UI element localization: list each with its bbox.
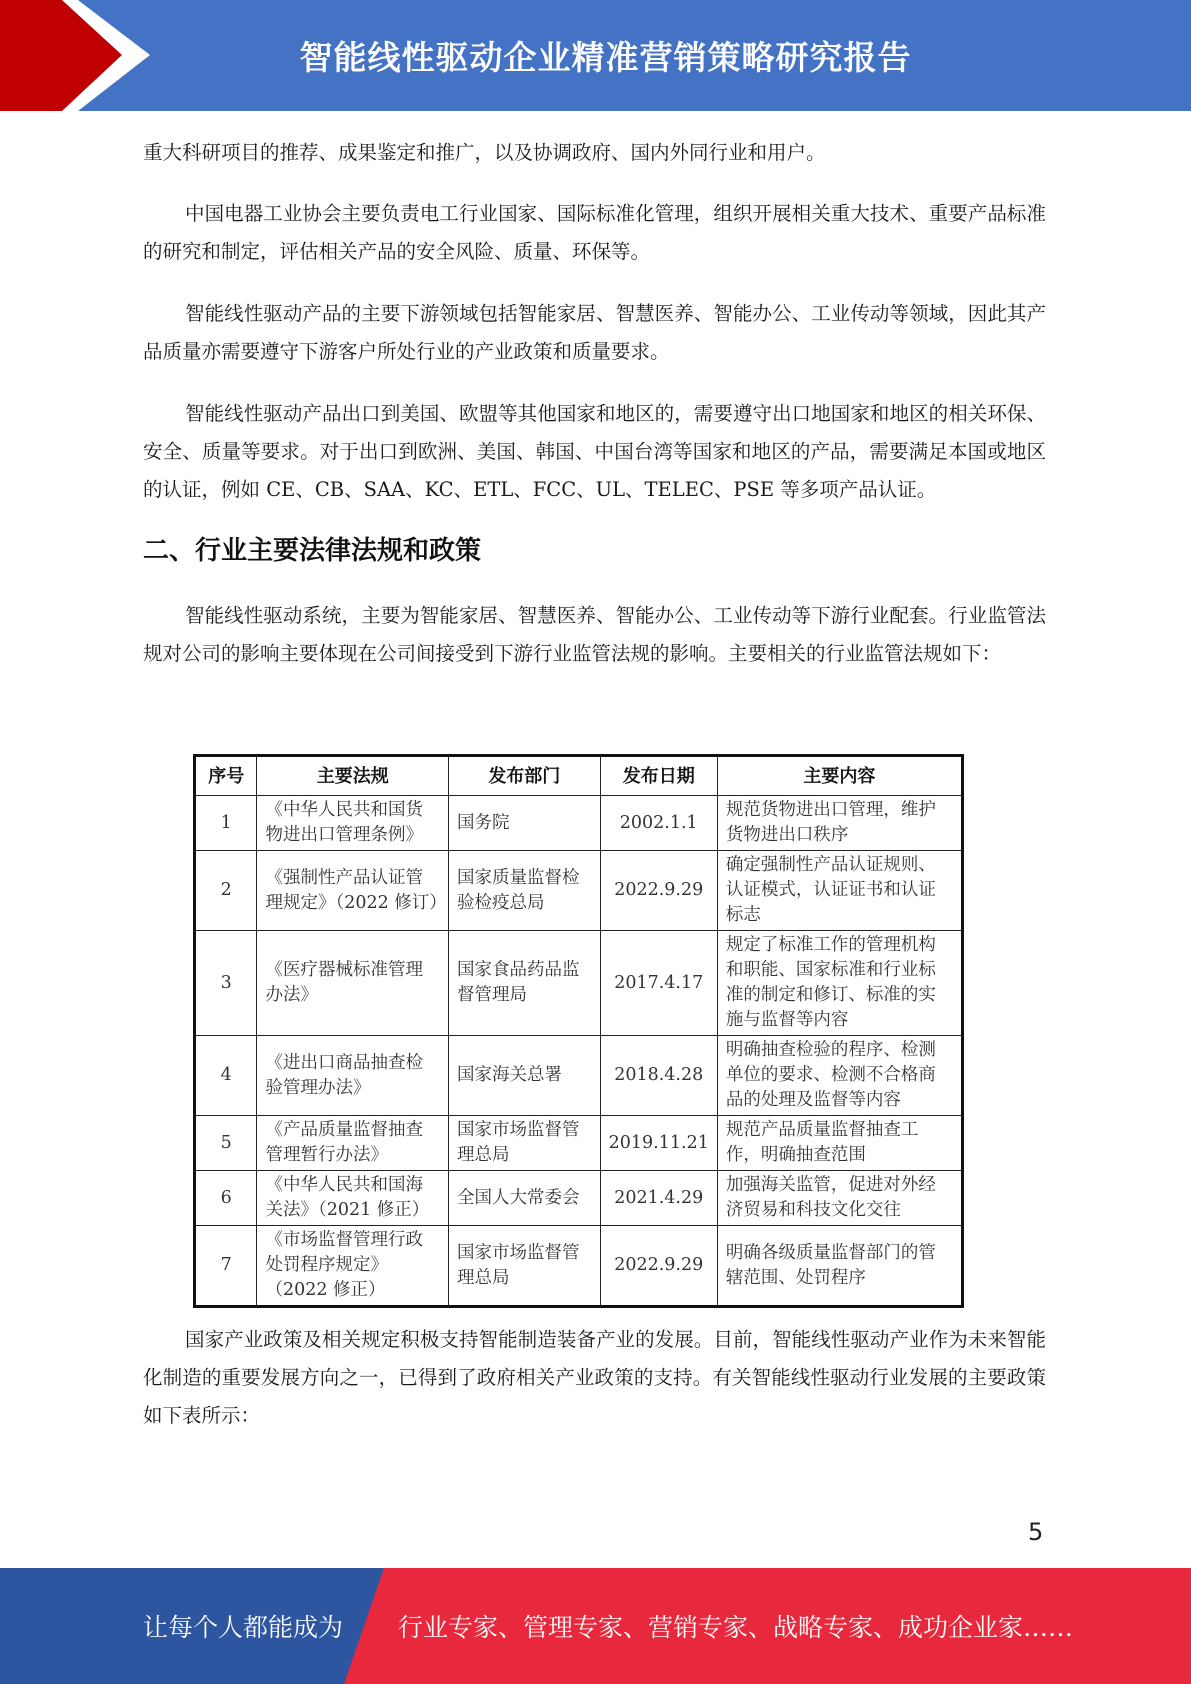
cell-index: 2	[195, 851, 257, 931]
section-heading: 二、行业主要法律法规和政策	[143, 536, 482, 566]
cell-regulation: 《强制性产品认证管理规定》（2022 修订）	[257, 851, 449, 931]
cell-regulation: 《中华人民共和国海关法》（2021 修正）	[257, 1171, 449, 1226]
cell-index: 6	[195, 1171, 257, 1226]
paragraph-1: 重大科研项目的推荐、成果鉴定和推广，以及协调政府、国内外同行业和用户。	[143, 141, 826, 164]
cell-content: 规定了标准工作的管理机构和职能、国家标准和行业标准的制定和修订、标准的实施与监督等内容	[717, 931, 962, 1036]
table-row	[195, 1116, 963, 1171]
table-row	[195, 1171, 963, 1226]
paragraph-3: 智能线性驱动产品的主要下游领域包括智能家居、智慧医养、智能办公、工业传动等领域，因此其产品质量亦需要遵守下游客户所处行业的产业政策和质量要求。	[143, 302, 1046, 363]
cell-department: 国家海关总署	[449, 1036, 601, 1116]
table-row	[195, 931, 963, 1036]
header-cell: 序号	[195, 756, 257, 796]
cell-content: 确定强制性产品认证规则、认证模式，认证证书和认证标志	[717, 851, 962, 931]
table-row	[195, 851, 963, 931]
footer-slogan-right: 行业专家、管理专家、营销专家、战略专家、成功企业家……	[398, 1613, 1074, 1642]
cell-date: 2002.1.1	[600, 796, 717, 851]
header-title: 智能线性驱动企业精准营销策略研究报告	[299, 38, 912, 77]
cell-date: 2022.9.29	[600, 1226, 717, 1307]
table-row	[195, 796, 963, 851]
cell-content: 加强海关监管，促进对外经济贸易和科技文化交往	[717, 1171, 962, 1226]
cell-department: 国务院	[449, 796, 601, 851]
cell-index: 7	[195, 1226, 257, 1307]
cell-index: 5	[195, 1116, 257, 1171]
paragraph-6: 国家产业政策及相关规定积极支持智能制造装备产业的发展。目前，智能线性驱动产业作为未来智能化制造的重要发展方向之一，已得到了政府相关产业政策的支持。有关智能线性驱动行业发展的主要政策如下表所示：	[143, 1328, 1046, 1427]
table-row	[195, 1036, 963, 1116]
cell-content: 规范产品质量监督抽查工作，明确抽查范围	[717, 1116, 962, 1171]
cell-content: 规范货物进出口管理，维护货物进出口秩序	[717, 796, 962, 851]
page-header	[0, 0, 1191, 111]
cell-regulation: 《医疗器械标准管理办法》	[257, 931, 449, 1036]
paragraph-2: 中国电器工业协会主要负责电工行业国家、国际标准化管理，组织开展相关重大技术、重要产品标准的研究和制定，评估相关产品的安全风险、质量、环保等。	[143, 202, 1046, 263]
cell-date: 2022.9.29	[600, 851, 717, 931]
footer-slogan-left: 让每个人都能成为	[143, 1613, 344, 1642]
header-cell: 发布日期	[600, 756, 717, 796]
page-footer	[0, 1568, 1191, 1684]
page-number: 5	[1028, 1518, 1044, 1546]
cell-content: 明确各级质量监督部门的管辖范围、处罚程序	[717, 1226, 962, 1307]
cell-index: 4	[195, 1036, 257, 1116]
cell-department: 国家市场监督管理总局	[449, 1116, 601, 1171]
table-header-row	[195, 756, 963, 796]
cell-content: 明确抽查检验的程序、检测单位的要求、检测不合格商品的处理及监督等内容	[717, 1036, 962, 1116]
header-cell: 主要内容	[717, 756, 962, 796]
cell-department: 国家食品药品监督管理局	[449, 931, 601, 1036]
cell-index: 1	[195, 796, 257, 851]
cell-date: 2019.11.21	[600, 1116, 717, 1171]
cell-department: 国家质量监督检验检疫总局	[449, 851, 601, 931]
cell-regulation: 《进出口商品抽查检验管理办法》	[257, 1036, 449, 1116]
cell-date: 2018.4.28	[600, 1036, 717, 1116]
table-row	[195, 1226, 963, 1307]
paragraph-4: 智能线性驱动产品出口到美国、欧盟等其他国家和地区的，需要遵守出口地国家和地区的相关环保、安全、质量等要求。对于出口到欧洲、美国、韩国、中国台湾等国家和地区的产品，需要满足本国或地区的认证，例如 CE、CB、SAA、KC、ETL、FCC、UL、TELEC、PSE 等多项产品认证。	[143, 402, 1046, 501]
cell-date: 2017.4.17	[600, 931, 717, 1036]
cell-date: 2021.4.29	[600, 1171, 717, 1226]
cell-index: 3	[195, 931, 257, 1036]
header-cell: 发布部门	[449, 756, 601, 796]
header-cell: 主要法规	[257, 756, 449, 796]
cell-regulation: 《产品质量监督抽查管理暂行办法》	[257, 1116, 449, 1171]
cell-department: 国家市场监督管理总局	[449, 1226, 601, 1307]
cell-regulation: 《市场监督管理行政处罚程序规定》（2022 修正）	[257, 1226, 449, 1307]
regulations-table	[193, 754, 964, 1308]
paragraph-5: 智能线性驱动系统，主要为智能家居、智慧医养、智能办公、工业传动等下游行业配套。行业监管法规对公司的影响主要体现在公司间接受到下游行业监管法规的影响。主要相关的行业监管法规如下：	[143, 604, 1046, 665]
cell-department: 全国人大常委会	[449, 1171, 601, 1226]
cell-regulation: 《中华人民共和国货物进出口管理条例》	[257, 796, 449, 851]
